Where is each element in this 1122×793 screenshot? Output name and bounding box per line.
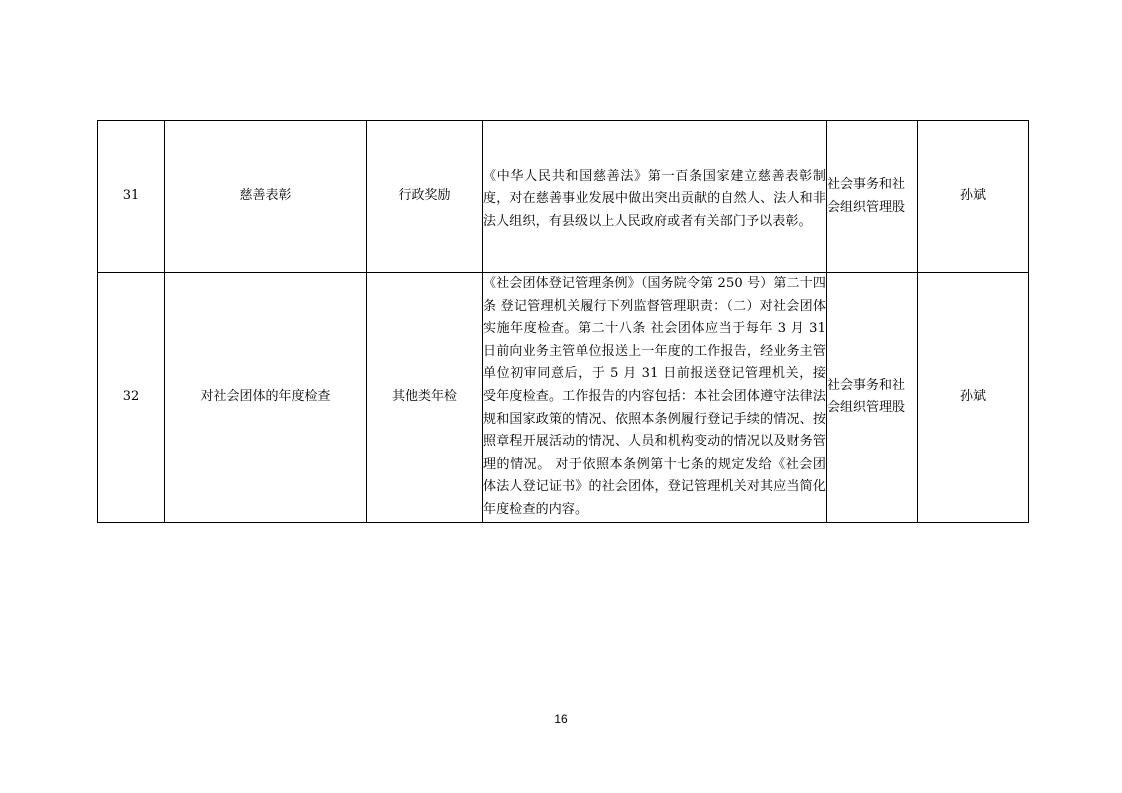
category-cell: 其他类年检 — [367, 273, 483, 523]
responsible-person-cell: 孙斌 — [918, 273, 1029, 523]
responsible-person-cell: 孙斌 — [918, 121, 1029, 273]
table-row — [98, 273, 1029, 523]
page-number: 16 — [554, 712, 568, 726]
table-row — [98, 121, 1029, 273]
item-name-cell: 对社会团体的年度检查 — [165, 273, 367, 523]
category-cell: 行政奖励 — [367, 121, 483, 273]
row-number-cell: 31 — [98, 121, 165, 273]
department-cell: 社会事务和社会组织管理股 — [827, 121, 918, 273]
row-number-cell: 32 — [98, 273, 165, 523]
department-cell: 社会事务和社会组织管理股 — [827, 273, 918, 523]
legal-basis-cell — [483, 121, 827, 273]
legal-basis-cell — [483, 273, 827, 523]
item-name-cell: 慈善表彰 — [165, 121, 367, 273]
legal-basis-text: 《中华人民共和国慈善法》第一百条国家建立慈善表彰制度，对在慈善事业发展中做出突出贡献的自然人、法人和非法人组织，有县级以上人民政府或者有关部门予以表彰。 — [483, 168, 826, 229]
legal-basis-text: 《社会团体登记管理条例》（国务院令第 250 号）第二十四条 登记管理机关履行下列监督管理职责：（二）对社会团体实施年度检查。第二十八条 社会团体应当于每年 3 月 31 日前向业务主管单位报送上一年度的工作报告，经业务主管单位初审同意后，于 5 月 31 日前报送登记管理机关，接受年度检查。工作报告的内容包括：本社会团体遵守法律法规和国家政策的情况、依照本条例履行登记手续的情况、按照章程开展活动的情况、人员和机构变动的情况以及财务管理的情况。 对于依照本条例第十七条的规定发给《社会团体法人登记证书》的社会团体，登记管理机关对其应当简化年度检查的内容。 — [483, 276, 826, 517]
power-list-table — [97, 120, 1029, 523]
